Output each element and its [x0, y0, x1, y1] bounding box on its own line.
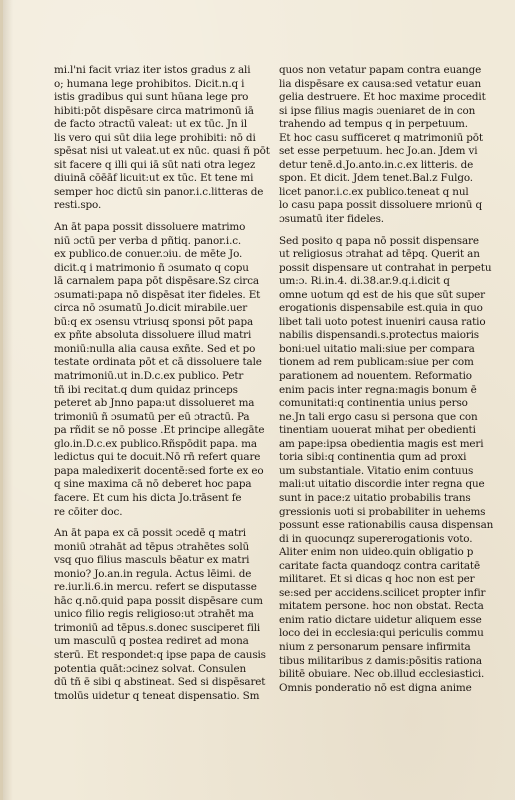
- text-line: di in quocunqz supererogationis voto.: [279, 532, 473, 545]
- text-line: pa rñdit se nō posse .Et principe allegāte: [54, 424, 265, 437]
- text-line: am pape:ipsa obedientia magis est meri: [279, 437, 484, 450]
- text-line: gelia destruere. Et hoc maxime procedit: [279, 91, 486, 104]
- text-line: circa nō ɔsumatū Jo.dicit mirabile.uer: [54, 302, 248, 315]
- text-line: niū ɔctū per verba d pñtiq. panor.i.c.: [54, 234, 242, 247]
- text-line: hāc q.nō.quid papa possit dispēsare cum: [54, 594, 263, 607]
- text-line: resti.spo.: [54, 199, 102, 212]
- right-text-column: [279, 64, 501, 703]
- text-line: libet tali uoto potest inueniri causa ratio: [279, 315, 486, 328]
- text-line: matrimoniū.ut in.D.c.ex publico. Petr: [54, 370, 244, 383]
- text-line: monio? Jo.an.in regula. Actus lēimi. de: [54, 567, 252, 580]
- text-line: enim ratio dictare uidetur aliquem esse: [279, 613, 482, 626]
- text-line: licet panor.i.c.ex publico.teneat q nul: [279, 185, 469, 198]
- text-line: Aliter enim non uideo.quin obligatio p: [279, 546, 474, 559]
- text-line: lia dispēsare ex causa:sed vetatur euan: [279, 77, 482, 90]
- text-line: trimoniū ñ ɔsumatū per eū ɔtractū. Pa: [54, 410, 250, 423]
- left-column-paragraph: [54, 527, 276, 703]
- text-line: mi.l'ni facit vriaz iter istos gradus z ali: [54, 64, 251, 76]
- text-line: set esse perpetuum. hec Jo.an. Jdem vi: [279, 145, 478, 158]
- text-line: glo.in.D.c.ex publico.Rñspōdit papa. ma: [54, 437, 257, 450]
- text-line: lā carnalem papa pōt dispēsare.Sz circa: [54, 275, 259, 288]
- text-line: mali:ut uitatio discordie inter regna que: [279, 478, 485, 491]
- text-line: toria sibi:q continentia qum ad proxi: [279, 451, 467, 464]
- text-line: comunitati:q continentia unius perso: [279, 397, 468, 410]
- text-line: diuinā cōēāf licuit:ut ex tūc. Et tene mi: [54, 172, 254, 185]
- text-line: ut religiosus ɔtrahat ad tēpq. Querit an: [279, 248, 480, 261]
- text-line: trahendo ad tempus q in perpetuum.: [279, 118, 468, 131]
- text-line: dū tñ ē sibi q abstineat. Sed si dispēsaret: [54, 676, 266, 689]
- text-line: tionem ad rem publicam:siue per com: [279, 356, 474, 369]
- text-line: moniū ɔtrahāt ad tēpus ɔtrahētes solū: [54, 540, 250, 553]
- text-line: moniū:nulla alia causa exñte. Sed et po: [54, 342, 256, 355]
- text-line: boni:uel uitatio mali:siue per compara: [279, 342, 475, 355]
- text-line: si ipse filius magis ɔueniaret de in con: [279, 104, 476, 117]
- text-line: ɔsumati:papa nō dispēsat iter fideles. Et: [54, 288, 261, 301]
- text-line: ɔsumatū iter fideles.: [279, 213, 384, 226]
- text-line: tibus militaribus z damis:pōsitis rationa: [279, 654, 482, 667]
- text-line: potentia quāt:ɔcinez solvat. Consulen: [54, 662, 247, 675]
- left-column-paragraph: [54, 64, 276, 213]
- text-line: spēsat nisi ut valeat.ut ex nūc. quasi ñ pōt: [54, 145, 270, 158]
- text-line: lis vero qui sūt diia lege prohibiti: nō di: [54, 131, 256, 144]
- text-line: tmolūs uidetur q teneat dispensatio. Sm: [54, 689, 260, 702]
- left-text-column: [54, 64, 276, 711]
- text-line: semper hoc dictū sin panor.i.c.litteras de: [54, 185, 264, 198]
- text-line: enim pacis inter regna:magis bonum ē: [279, 383, 477, 396]
- text-line: um:ɔ. Ri.in.4. di.38.ar.9.q.i.dicit q: [279, 275, 450, 288]
- text-line: quos non vetatur papam contra euange: [279, 64, 482, 76]
- text-line: istis gradibus qui sunt hūana lege pro: [54, 91, 249, 104]
- text-line: spon. Et dicit. Jdem tenet.Bal.z Fulgo.: [279, 172, 473, 185]
- text-line: hibiti:pōt dispēsare circa matrimonū iā: [54, 104, 254, 117]
- text-line: Et hoc casu sufficeret q matrimoniū pōt: [279, 131, 483, 144]
- text-line: papa maledixerit docentē:sed forte ex eo: [54, 464, 264, 477]
- text-line: erogationis dispensabile est.quia in quo: [279, 302, 483, 315]
- text-line: tinentiam uouerat mihat per obedienti: [279, 424, 476, 437]
- text-line: possunt esse rationabilis causa dispensan: [279, 519, 494, 532]
- text-line: de facto ɔtractū valeat: ut ex tūc. Jn il: [54, 118, 247, 131]
- text-line: dicit.q i matrimonio ñ ɔsumato q copu: [54, 261, 249, 274]
- text-line: peteret ab Jnno papa:ut dissolueret ma: [54, 397, 255, 410]
- text-line: bilitē obuiare. Nec ob.illud ecclesiastici.: [279, 668, 485, 681]
- right-column-paragraph: [279, 64, 501, 227]
- text-line: tñ ibi recitat.q dum quidaz princeps: [54, 383, 238, 396]
- right-column-paragraph: [279, 235, 501, 696]
- text-line: caritate facta quandoqz contra caritatē: [279, 559, 480, 572]
- text-line: sunt in pace:z uitatio probabilis trans: [279, 491, 471, 504]
- text-line: An āt papa possit dissoluere matrimo: [54, 221, 246, 234]
- text-line: q sine maxima cā nō deberet hoc papa: [54, 478, 252, 491]
- text-line: ledictus qui te docuit.Nō rñ refert quare: [54, 451, 261, 464]
- text-line: unico filio regis religioso:ut ɔtrahēt ma: [54, 608, 254, 621]
- text-line: um masculū q postea rediret ad mona: [54, 635, 249, 648]
- text-line: nium z personarum pensare infirmita: [279, 640, 471, 653]
- text-line: ex publico.de conuer.ɔiu. de mēte Jo.: [54, 248, 243, 261]
- text-line: nabilis dispensandi.s.protectus maioris: [279, 329, 479, 342]
- text-line: se:sed per accidens.scilicet propter infir: [279, 586, 486, 599]
- page-gutter-shadow: [3, 0, 13, 800]
- text-line: vsq quo filius masculs bēatur ex matri: [54, 554, 250, 567]
- text-line: An āt papa ex cā possit ɔcedē q matri: [54, 527, 246, 540]
- text-line: Omnis ponderatio nō est digna anime: [279, 681, 472, 694]
- text-line: parationem ad nouentem. Reformatio: [279, 370, 472, 383]
- text-line: re cōiter doc.: [54, 505, 123, 518]
- text-line: gressionis uoti si probabiliter in uehems: [279, 505, 486, 518]
- text-line: facere. Et cum his dicta Jo.trāsent fe: [54, 491, 242, 504]
- text-line: Sed posito q papa nō possit dispensare: [279, 234, 479, 247]
- text-line: militaret. Et si dicas q hoc non est per: [279, 573, 475, 586]
- text-line: loco dei in ecclesia:qui periculis commu: [279, 627, 484, 640]
- text-line: lo casu papa possit dissoluere mrionū q: [279, 199, 482, 212]
- text-line: ne.Jn tali ergo casu si persona que con: [279, 410, 478, 423]
- text-line: o; humana lege prohibitos. Dicit.n.q i: [54, 77, 245, 90]
- text-line: sterū. Et respondet:q ipse papa de causis: [54, 648, 266, 661]
- left-column-paragraph: [54, 221, 276, 519]
- text-line: mitatem persone. hoc non obstat. Recta: [279, 600, 484, 613]
- text-line: omne uotum qd est de his que sūt super: [279, 288, 485, 301]
- text-line: possit dispensare ut contrahat in perpetu: [279, 261, 492, 274]
- text-line: ex pñte absoluta dissoluere illud matri: [54, 329, 252, 342]
- text-line: detur tenē.d.Jo.anto.in.c.ex litteris. de: [279, 158, 474, 171]
- text-line: trimoniū ad tēpus.s.donec susciperet fili: [54, 621, 261, 634]
- text-line: testate ordinata pōt et cā dissoluere tale: [54, 356, 262, 369]
- text-line: re.iur.li.6.in mercu. refert se disputasse: [54, 581, 257, 594]
- text-line: um substantiale. Vitatio enim contuus: [279, 464, 474, 477]
- text-line: bū:q ex ɔsensu vtriusq sponsi pōt papa: [54, 315, 254, 328]
- text-line: sit facere q illi qui iā sūt nati otra legez: [54, 158, 256, 171]
